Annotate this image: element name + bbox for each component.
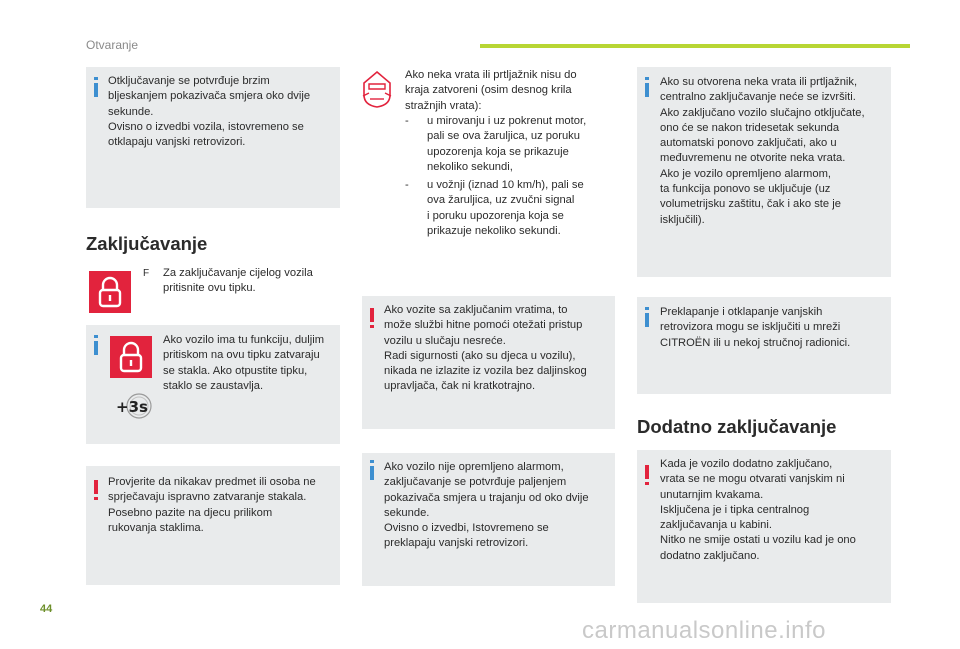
badge-label: +3s (116, 398, 148, 416)
list-item-text: u mirovanju i uz pokrenut motor, pali se ova žaruljica, uz poruku upozorenja koja se prikazuje nekoliko sekundi, (427, 115, 587, 173)
header-accent-bar (480, 44, 910, 48)
info-text: Otključavanje se potvrđuje brzim bljeskanjem pokazivača smjera oko dvije sekunde. Ovisno o izvedbi vozila, istovremeno se otklapaju vanjski retrovizori. (108, 75, 311, 149)
info-icon (645, 83, 649, 97)
info-icon (94, 83, 98, 97)
warning-text: Provjerite da nikakav predmet ili osoba ne sprječavaju ispravno zatvaranje stakala. Posebno pazite na djecu prilikom rukovanja staklima. (108, 476, 316, 534)
list-dash: - (405, 179, 409, 191)
door-open-intro: Ako neka vrata ili prtljažnik nisu do kraja zatvoreni (osim desnog krila stražnjih vrata): (405, 69, 577, 112)
info-text: Preklapanje i otklapanje vanjskih retrovizora mogu se isključiti u mreži CITROËN ili u nekoj stručnoj radionici. (660, 306, 851, 349)
section-title: Otvaranje (86, 38, 139, 52)
info-box-mirrors (637, 297, 891, 394)
step-bullet-icon: F (143, 268, 150, 279)
info-box-windows (86, 325, 340, 444)
info-text: Ako vozilo ima tu funkciju, duljim pritiskom na ovu tipku zatvaraju se stakla. Ako otpustite tipku, staklo se zaustavlja. (163, 334, 325, 392)
lock-button-icon (89, 271, 131, 313)
info-box-no-alarm (362, 453, 615, 586)
watermark-text: carmanualsonline.info (582, 617, 826, 644)
warning-text: Kada je vozilo dodatno zaključano, vrata se ne mogu otvarati vanjskim ni unutarnjim kvakama. Isključena je i tipka centralnog zaključavanja u kabini. Nitko ne smije ostati u vozilu kad je ono dodatno zaključano. (660, 458, 856, 562)
info-icon (645, 313, 649, 327)
info-box-central-locking (637, 67, 891, 277)
info-box-unlock-confirm (86, 67, 340, 208)
page-number: 44 (40, 603, 53, 615)
heading-dodatno-zakljucavanje: Dodatno zaključavanje (637, 416, 837, 437)
warning-icon (94, 480, 98, 494)
info-text: Ako su otvorena neka vrata ili prtljažnik, centralno zaključavanje neće se izvršiti. Ako zaključano vozilo slučajno otključate, ono će se nakon tridesetak sekunda automatski ponovo zaključati, ako u međuvremenu ne otvorite neka vrata. Ako je vozilo opremljeno alarmom, ta funkcija ponovo se uključuje (uz volumetrijsku zaštitu, čak i ako ste je isključili). (660, 76, 865, 226)
warning-icon (645, 465, 649, 479)
heading-zakljucavanje: Zaključavanje (86, 233, 208, 254)
warning-icon (370, 308, 374, 322)
hold-3s-badge-icon (110, 391, 154, 421)
warning-box-locked-driving (362, 296, 615, 429)
warning-box-deadlocking (637, 450, 891, 603)
warning-box-windows (86, 466, 340, 585)
lock-button-icon (110, 336, 152, 378)
door-open-warning-light-icon (360, 69, 394, 113)
warning-text: Ako vozite sa zaključanim vratima, to može službi hitne pomoći otežati pristup vozilu u slučaju nesreće. Radi sigurnosti (ako su djeca u vozilu), nikada ne izlazite iz vozila bez daljinskog upravljača, čak ni kratkotrajno. (384, 304, 587, 393)
list-dash: - (405, 115, 409, 127)
info-text: Ako vozilo nije opremljeno alarmom, zaključavanje se potvrđuje paljenjem pokazivača smjera u trajanju od oko dvije sekunde. Ovisno o izvedbi, Istovremeno se preklapaju vanjski retrovizori. (384, 461, 589, 550)
info-icon (94, 341, 98, 355)
list-item-text: u vožnji (iznad 10 km/h), pali se ova žaruljica, uz zvučni signal i poruku upozorenja koja se prikazuje nekoliko sekundi. (427, 179, 584, 237)
step-text: Za zaključavanje cijelog vozila pritisnite ovu tipku. (163, 267, 313, 295)
info-icon (370, 466, 374, 480)
